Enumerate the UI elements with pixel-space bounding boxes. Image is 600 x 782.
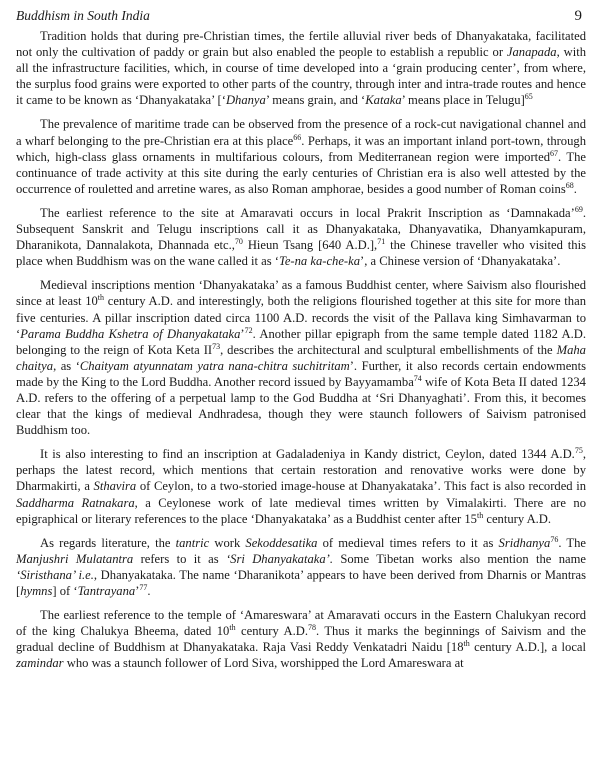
text-run: ’. Further, it also records certain endowments made by the King to the Lord Buddha. Another record issued by Bayyamamba [16,358,587,389]
text-run: Hieun Tsang [640 A.D.], [242,238,378,253]
text-run: The prevalence of maritime trade can be observed from the presence of a rock-cut navigational channel and a wharf belonging to the pre-Christian era at this place [16,117,586,148]
text-run: who was a staunch follower of Lord Siva, worshipped the Lord Amareswara at [63,656,464,671]
text-run: As regards literature, the [40,535,176,550]
text-run: , perhaps the latest record, which mentions that certain restoration and renovative works were done by Dharmakirti, a [16,447,586,494]
paragraph [16,277,586,438]
text-run: . The [558,535,586,550]
paragraph [16,116,586,196]
footnote-ref: 73 [212,341,221,351]
text-run: work [209,535,246,550]
text-run: century A.D. and interestingly, both the religions flourished together at this site for more than five centuries. A pillar inscription dated circa 1100 A.D. records the visit of the Pallava king Simhavarman to ‘ [16,294,586,341]
paragraph [16,28,586,108]
text-run: ’, a Chinese version of ‘Dhanyakataka’. [360,254,561,269]
italic-text: Parama Buddha Kshetra of Dhanyakataka [20,326,241,341]
text-run: . Another pillar epigraph from the same temple dated 1182 A.D. belonging to the reign of Kota Keta II [16,326,586,357]
text-run: . Perhaps, it was an important inland port-town, through which, high-class glass ornaments in multifarious colours, from Mediterranean region were imported [16,133,586,164]
text-run: . [573,181,577,196]
paragraph [16,205,586,269]
text-run: ’ [240,326,245,341]
text-run: . The continuance of trade activity at this site during the early centuries of Christian era is also well attested by the occurrence of rouletted and arretine wares, as also Roman amphorae, besides a good number of Roman coins [16,149,586,196]
text-run: , with all the infrastructure facilities, which, in course of time developed into a ‘grain producing center’, from where, the surplus food grains were exported to other parts of the country, through inter and intra-trade routes and hence it came to be known as ‘Dhanyakataka’ [‘ [16,45,586,108]
footnote-ref: 75 [574,446,583,456]
text-run: the Chinese traveller who visited this place when Buddhism was on the wane called it as ‘ [16,238,586,269]
footnote-ref: 72 [244,325,253,335]
text-run: Some Tibetan works also mention the name [333,551,587,566]
italic-text: ‘Sri Dhanyakataka’. [225,551,334,566]
text-run: Tradition holds that during pre-Christian times, the fertile alluvial river beds of Dhanyakataka, facilitated not only the cultivation of paddy or grain but also enabled the people to establish a republic or [16,29,586,60]
page-number: 9 [574,8,582,24]
text-run: , as ‘ [53,358,80,373]
italic-text: ‘Siristhana’ i.e. [16,567,94,582]
text-run: of Ceylon, to a two-storied image-house at Dhanyakataka’. This fact is also recorded in [136,479,586,494]
footnote-ref: 67 [550,148,559,158]
footnote-ref: th [97,293,105,303]
footnote-ref: 76 [550,534,559,544]
body-text [16,28,586,671]
italic-text: Dhanya [225,93,266,108]
text-run: ] of ‘ [52,584,78,598]
italic-text: Kataka [365,93,402,108]
paragraph [16,446,586,526]
italic-text: Tantrayana [77,584,136,598]
text-run: century A.D. [235,624,308,639]
text-run: Medieval inscriptions mention ‘Dhanyakataka’ as a famous Buddhist center, where Saivism also flourished since at least 10 [16,278,586,309]
text-run: . [147,584,151,598]
text-run: ’ [135,584,140,598]
text-run: of medieval times refers to it as [317,535,499,550]
running-head [16,8,586,24]
paragraph [16,607,586,671]
italic-text: hymns [20,584,53,598]
footnote-ref: 69 [574,204,583,214]
italic-text: Te-na ka-che-ka [279,254,361,269]
footnote-ref: 74 [413,373,422,383]
text-run: The earliest reference to the temple of ‘Amareswara’ at Amaravati occurs in the Eastern Chalukyan record of the king Chalukya Bheema, dated 10 [16,608,586,639]
italic-text: Chaityam atyunnatam yatra nana-chitra suchitritam [79,358,350,373]
text-run: ’ means grain, and ‘ [265,93,366,108]
italic-text: tantric [175,535,210,550]
text-run: . Subsequent Sanskrit and Telugu inscriptions call it as Dhanyakataka, Dhanyavatika, Dhanyamkapuram, Dharanikota, Dannalakota, Dhannada etc., [16,205,586,253]
text-run: , a Ceylonese work of late medieval times written by Vimalakirti. There are no epigraphical or literary references to the place ‘Dhanyakataka’ as a Buddhist center after 15 [16,495,586,526]
text-run: ’ means place in Telugu] [401,93,525,108]
italic-text: Maha chaitya [16,342,586,373]
footnote-ref: 68 [565,180,574,190]
footnote-ref: 71 [377,236,386,246]
text-run: wife of Kota Beta II dated 1234 A.D. refers to the offering of a perpetual lamp to the God Buddha at ‘Sri Dhanyaghati’. From this, it becomes clear that the kings of medieval Andhradesa, though they were staunch followers of Saivism patronised Buddhism too. [16,374,586,438]
italic-text: Saddharma Ratnakara [16,495,135,510]
paragraph [16,535,586,599]
text-run: century A.D.], a local [469,640,586,655]
italic-text: Sekoddesatika [245,535,318,550]
footnote-ref: 70 [234,236,243,246]
footnote-ref: th [463,639,470,649]
italic-text: Sridhanya [498,535,551,550]
text-run: It is also interesting to find an inscription at Gadaladeniya in Kandy district, Ceylon, dated 1344 A.D. [40,447,575,462]
text-run: The earliest reference to the site at Amaravati occurs in local Prakrit Inscription as ‘Damnakada’ [40,205,575,220]
footnote-ref: th [229,623,236,632]
footnote-ref: 78 [308,623,316,632]
footnote-ref: th [476,510,484,520]
italic-text: zamindar [16,656,64,671]
text-run: refers to it as [133,551,226,566]
footnote-ref: 66 [293,132,302,142]
footnote-ref: 65 [524,92,533,102]
italic-text: Manjushri Mulatantra [16,551,134,566]
footnote-ref: 77 [139,582,148,592]
text-run: century A.D. [483,511,552,526]
text-run: . Thus it marks the beginnings of Saivism and the gradual decline of Buddhism at Dhanyakataka. Raja Vasi Reddy Venkatadri Naidu [18 [16,624,586,655]
running-title: Buddhism in South India [16,8,150,23]
italic-text: Janapada [506,45,557,60]
italic-text: Sthavira [93,479,137,494]
text-run: , Dhanyakataka. The name ‘Dharanikota’ appears to have been derived from Dharnis or Mantras [ [16,567,586,598]
text-run: , describes the architectural and sculptural embellishments of the [220,342,557,357]
